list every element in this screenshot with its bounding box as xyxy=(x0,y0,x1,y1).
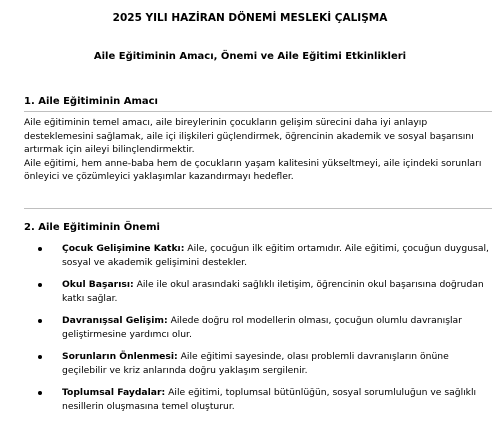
list-item xyxy=(24,242,492,269)
document-subtitle: Aile Eğitiminin Amacı, Önemi ve Aile Eğitimi Etkinlikleri xyxy=(93,51,407,62)
bullet-icon xyxy=(38,355,42,359)
bullet-icon xyxy=(38,283,42,287)
section-heading-amac: 1. Aile Eğitiminin Amacı xyxy=(24,96,158,107)
bullet-icon xyxy=(38,247,42,251)
importance-list xyxy=(24,242,492,422)
list-item-text: Aile eğitimi sayesinde, olası problemli davranışların önüne geçilebilir ve kriz anlarında doğru yaklaşım sergilenir. xyxy=(62,351,449,376)
list-item-term: Okul Başarısı: xyxy=(62,279,134,290)
list-item-term: Davranışsal Gelişim: xyxy=(62,315,168,326)
list-item xyxy=(24,314,492,341)
list-item xyxy=(24,350,492,377)
list-item-term: Toplumsal Faydalar: xyxy=(62,387,166,398)
bullet-icon xyxy=(38,391,42,395)
paragraph: Aile eğitimi, hem anne-baba hem de çocukların yaşam kalitesini yükseltmeyi, aile içindeki sorunları önleyici ve çözümleyici yaklaşımlar kazandırmayı hedefler. xyxy=(24,157,482,182)
list-item-text: Ailede doğru rol modellerin olması, çocuğun olumlu davranışlar geliştirmesine yardımcı olur. xyxy=(62,315,462,340)
list-item-term: Sorunların Önlenmesi: xyxy=(62,351,178,362)
paragraph: Aile eğitiminin temel amacı, aile bireylerinin çocukların gelişim sürecini daha iyi anlayıp desteklemesini sağlamak, aile içi ilişkileri güçlendirmek, öğrencinin akademik ve sosyal başarısını artırmak için aileyi bilinçlendirmektir. xyxy=(24,117,474,155)
list-item-term: Çocuk Gelişimine Katkı: xyxy=(62,243,185,254)
list-item-text: Aile ile okul arasındaki sağlıklı iletişim, öğrencinin okul başarısına doğrudan katkı sağlar. xyxy=(62,279,484,304)
list-item xyxy=(24,386,492,413)
section-divider xyxy=(24,111,492,112)
section-body-amac xyxy=(24,116,484,184)
list-item xyxy=(24,278,492,305)
section-divider xyxy=(24,208,492,209)
section-heading-onem: 2. Aile Eğitiminin Önemi xyxy=(24,222,160,233)
bullet-icon xyxy=(38,319,42,323)
document-title: 2025 YILI HAZİRAN DÖNEMİ MESLEKİ ÇALIŞMA xyxy=(112,12,388,24)
list-item-text: Aile, çocuğun ilk eğitim ortamıdır. Aile eğitimi, çocuğun duygusal, sosyal ve akademik gelişimini destekler. xyxy=(62,243,489,268)
list-item-text: Aile eğitimi, toplumsal bütünlüğün, sosyal sorumluluğun ve sağlıklı nesillerin oluşmasına temel oluşturur. xyxy=(62,387,477,412)
